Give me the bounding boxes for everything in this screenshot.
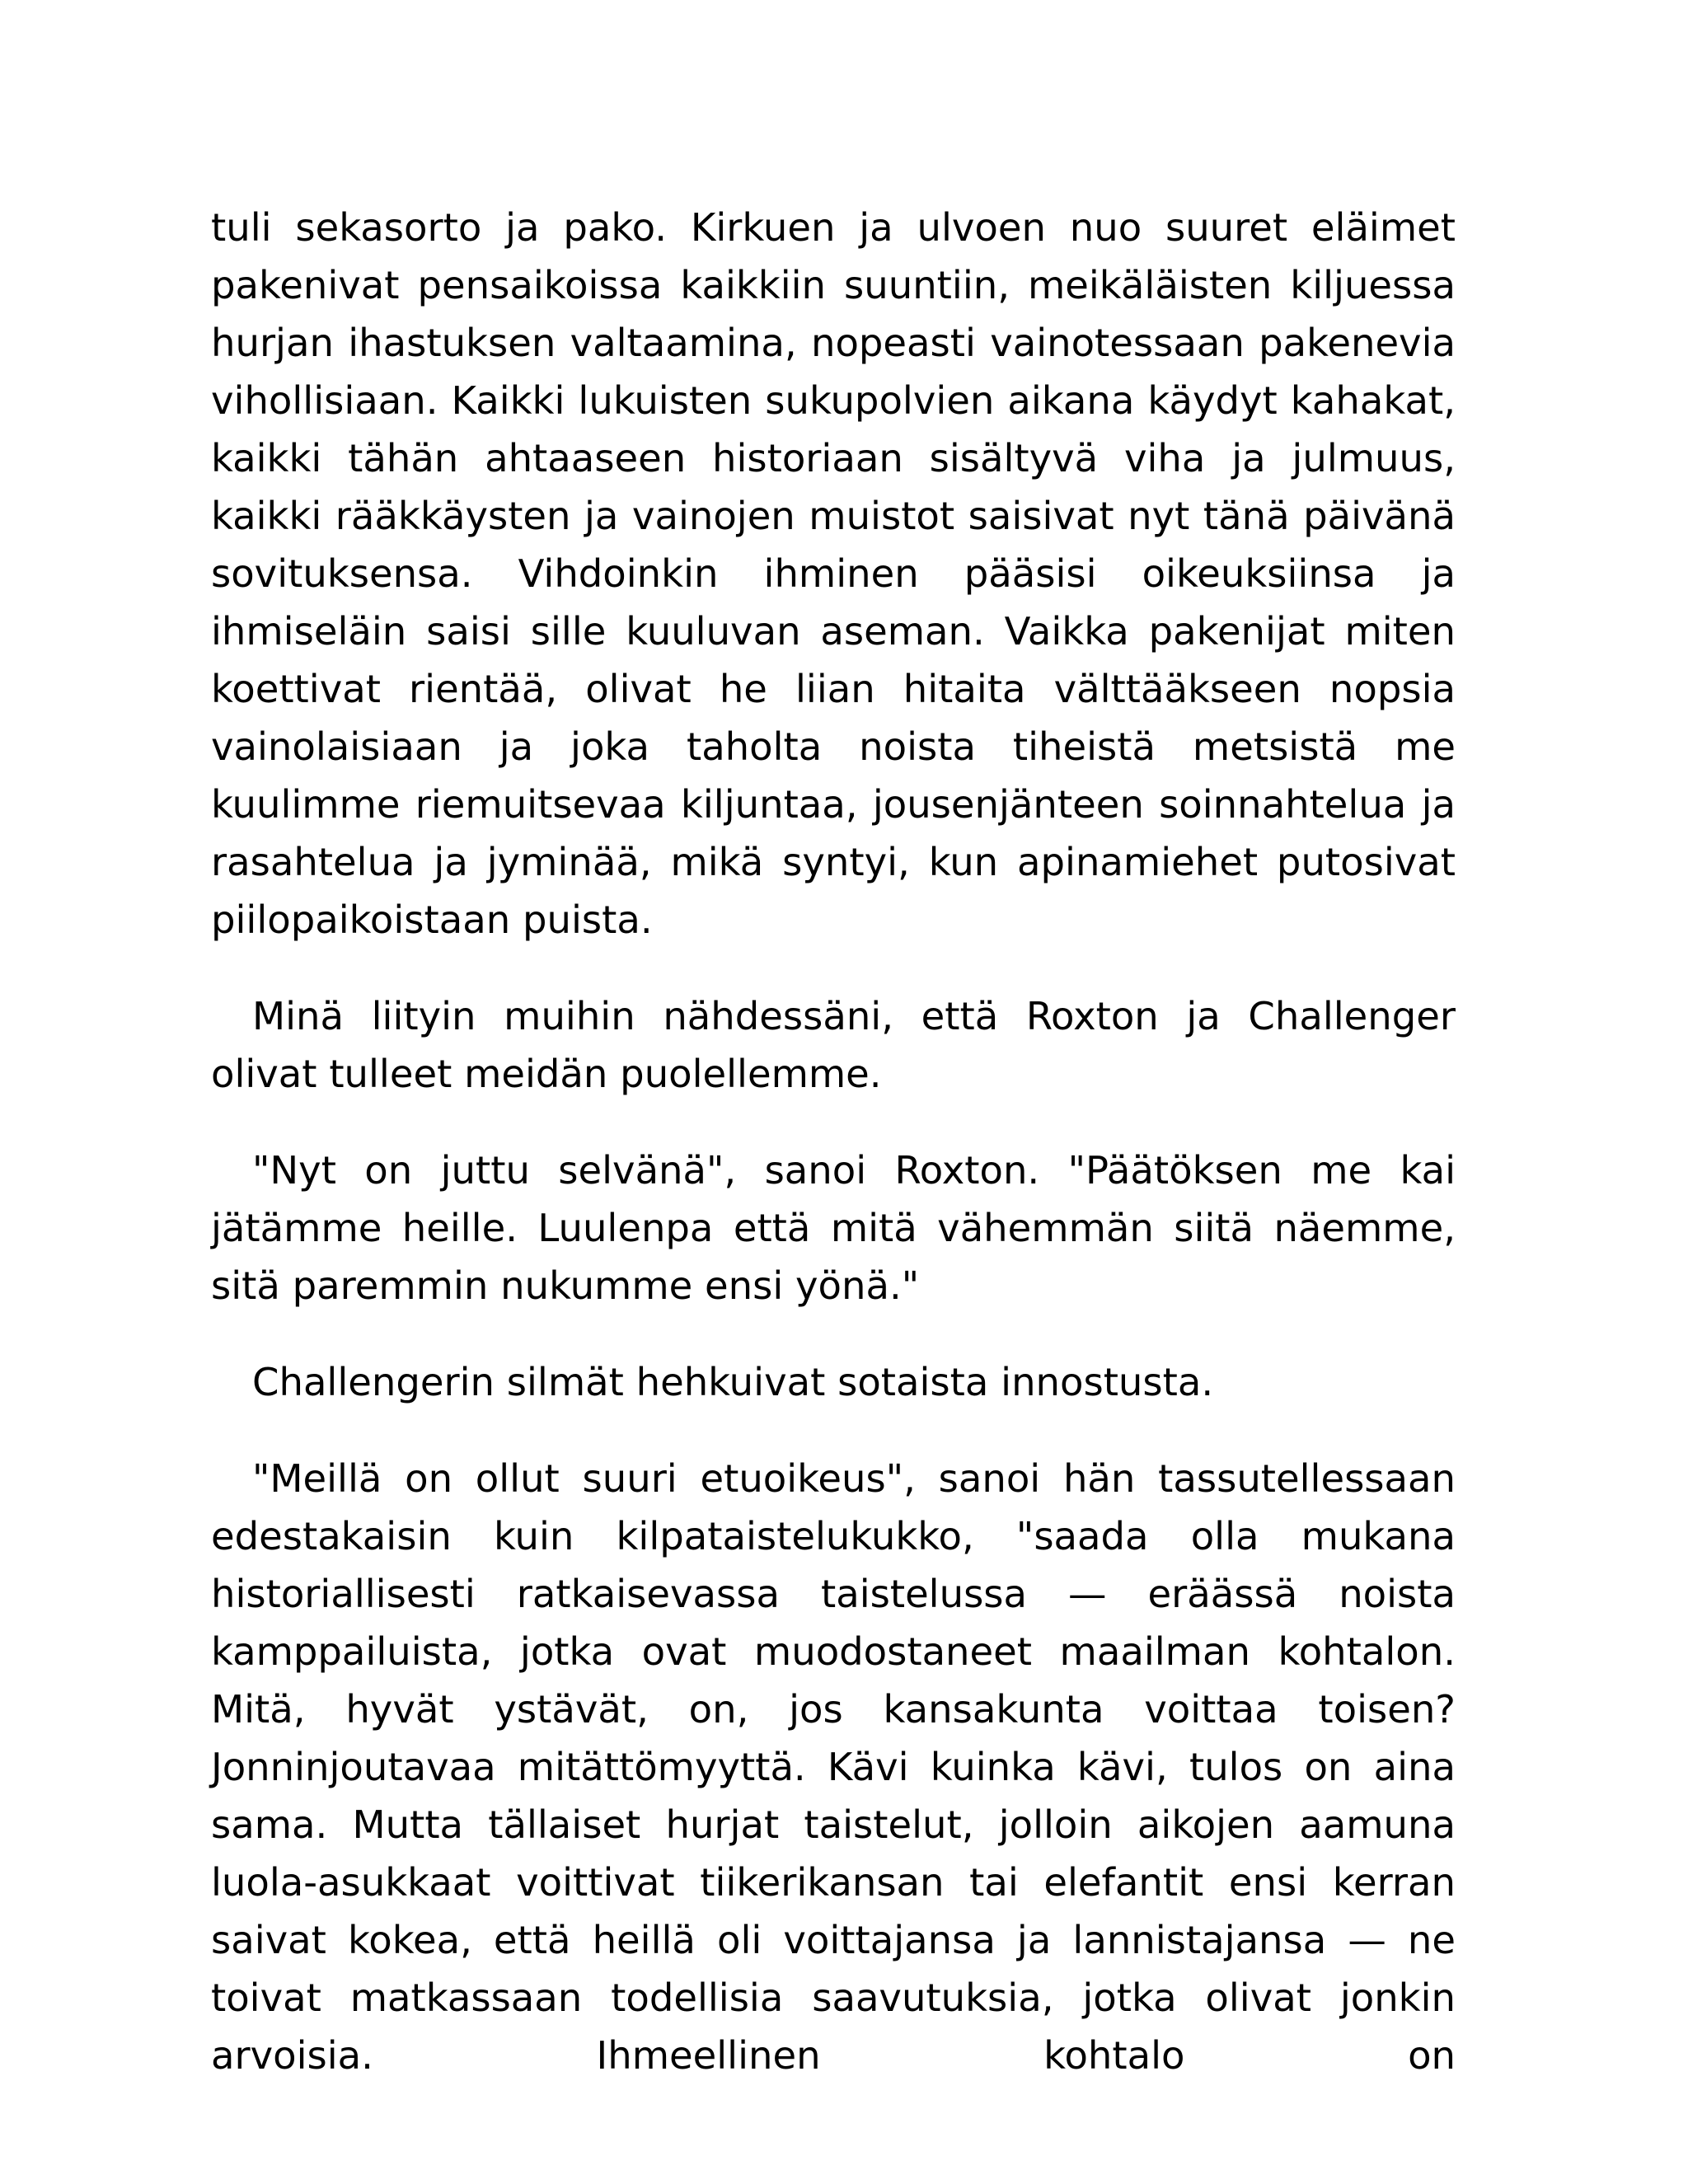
paragraph-1: tuli sekasorto ja pako. Kirkuen ja ulvoen nuo suuret eläimet pakenivat pensaikoissa kaikkiin suuntiin, meikäläisten kiljuessa hurjan ihastuksen valtaamina, nopeasti vainotessaan pakenevia vihollisiaan. Kaikki lukuisten sukupolvien aikana käydyt kahakat, kaikki tähän ahtaaseen historiaan sisältyvä viha ja julmuus, kaikki rääkkäysten ja vainojen muistot saisivat nyt tänä päivänä sovituksensa. Vihdoinkin ihminen pääsisi oikeuksiinsa ja ihmiseläin saisi sille kuuluvan aseman. Vaikka pakenijat miten koettivat rientää, olivat he liian hitaita välttääkseen nopsia vainolaisiaan ja joka taholta noista tiheistä metsistä me kuulimme riemuitsevaa kiljuntaa, jousenjänteen soinnahtelua ja rasahtelua ja jyminää, mikä syntyi, kun apinamiehet putosivat piilopaikoistaan puista.	[211, 205, 1456, 942]
paragraph-2: Minä liityin muihin nähdessäni, että Roxton ja Challenger olivat tulleet meidän puolellemme.	[211, 994, 1456, 1096]
paragraph-4: Challengerin silmät hehkuivat sotaista innostusta.	[252, 1360, 1214, 1404]
paragraph-5: "Meillä on ollut suuri etuoikeus", sanoi hän tassutellessaan edestakaisin kuin kilpataistelukukko, "saada olla mukana historiallisesti ratkaisevassa taistelussa — eräässä noista kamppailuista, jotka ovat muodostaneet maailman kohtalon. Mitä, hyvät ystävät, on, jos kansakunta voittaa toisen? Jonninjoutavaa mitättömyyttä. Kävi kuinka kävi, tulos on aina sama. Mutta tällaiset hurjat taistelut, jolloin aikojen aamuna luola-asukkaat voittivat tiikerikansan tai elefantit ensi kerran saivat kokea, että heillä oli voittajansa ja lannistajansa — ne toivat matkassaan todellisia saavutuksia, jotka olivat jonkin arvoisia. Ihmeellinen kohtalo on	[211, 1456, 1456, 2078]
paragraph-3: "Nyt on juttu selvänä", sanoi Roxton. "Päätöksen me kai jätämme heille. Luulenpa että mitä vähemmän siitä näemme, sitä paremmin nukumme ensi yönä."	[211, 1148, 1456, 1308]
body-text	[211, 199, 1456, 2123]
